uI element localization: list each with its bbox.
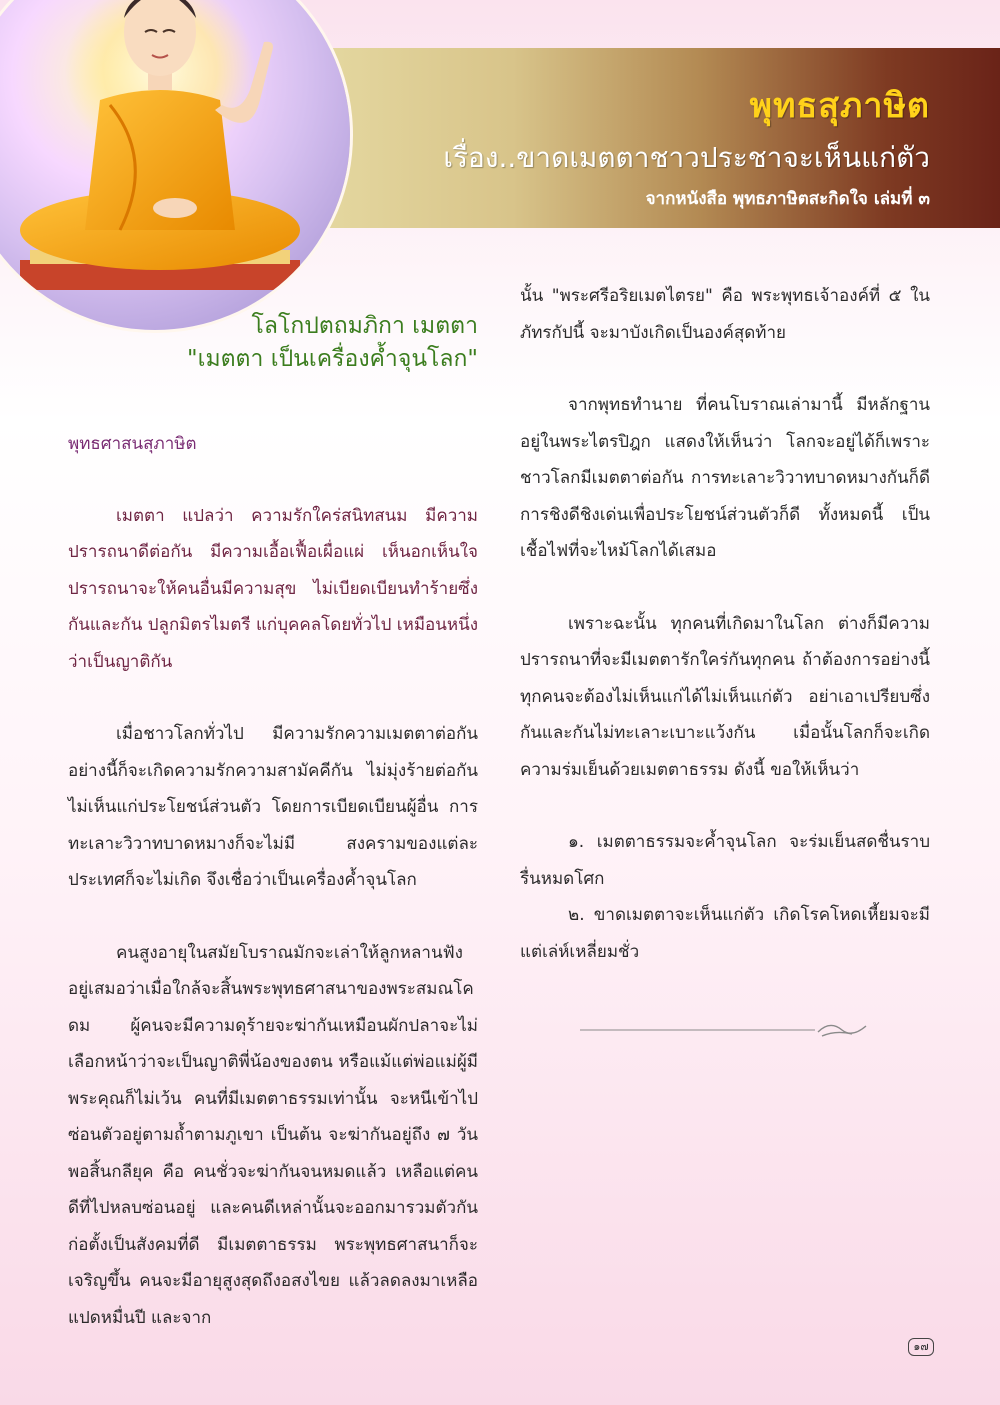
right-column: [520, 278, 930, 970]
buddha-illustration: [0, 0, 350, 330]
page-title: พุทธสุภาษิต: [749, 86, 930, 126]
paragraph-evidence: จากพุทธทำนาย ที่คนโบราณเล่ามานี้ มีหลักฐานอยู่ในพระไตรปิฎก แสดงให้เห็นว่า โลกจะอยู่ได้ก็เพราะชาวโลกมีเมตตาต่อกัน การทะเลาะวิวาทบาดหมางกันก็ดี การชิงดีชิงเด่นเพื่อประโยชน์ส่วนตัวก็ดี ทั้งหมดนี้ เป็นเชื้อไฟที่จะไหม้โลกได้เสมอ: [520, 395, 930, 561]
paragraph-ancient-prophecy: คนสูงอายุในสมัยโบราณมักจะเล่าให้ลูกหลานฟังอยู่เสมอว่าเมื่อใกล้จะสิ้นพระพุทธศาสนาของพระสมณโคดม ผู้คนจะมีความดุร้ายจะฆ่ากันเหมือนผักปลาจะไม่เลือกหน้าว่าจะเป็นญาติพี่น้องของตน หรือแม้แต่พ่อแม่ผู้มีพระคุณก็ไม่เว้น คนที่มีเมตตาธรรมเท่านั้น จะหนีเข้าไปซ่อนตัวอยู่ตามถ้ำตามภูเขา เป็นต้น จะฆ่ากันอยู่ถึง ๗ วัน พอสิ้นกลียุค คือ คนชั่วจะฆ่ากันจนหมดแล้ว เหลือแต่คนดีที่ไปหลบซ่อนอยู่ และคนดีเหล่านั้นจะออกมารวมตัวกันก่อตั้งเป็นสังคมที่ดี มีเมตตาธรรม พระพุทธศาสนาก็จะเจริญขึ้น คนจะมีอายุสูงสุดถึงอสงไขย แล้วลดลงมาเหลือแปดหมื่นปี และจาก: [68, 942, 478, 1328]
paragraph-maitreya: นั้น "พระศรีอริยเมตไตรย" คือ พระพุทธเจ้าองค์ที่ ๕ ในภัทรกัปนี้ จะมาบังเกิดเป็นองค์สุดท้าย: [520, 286, 930, 343]
article-subtitle: เรื่อง..ขาดเมตตาชาวประชาจะเห็นแก่ตัว: [443, 141, 930, 174]
header-banner: [250, 48, 1000, 228]
section-label: พุทธศาสนสุภาษิต: [68, 434, 197, 454]
paragraph-world-harmony: เมื่อชาวโลกทั่วไป มีความรักความเมตตาต่อกันอย่างนี้ก็จะเกิดความรักความสามัคคีกัน ไม่มุ่งร้ายต่อกัน ไม่เห็นแก่ประโยชน์ส่วนตัว โดยการเบียดเบียนผู้อื่น การทะเลาะวิวาทบาดหมางก็จะไม่มี สงครามของแต่ละประเทศก็จะไม่เกิด จึงเชื่อว่าเป็นเครื่องค้ำจุนโลก: [68, 724, 478, 890]
pali-quote: [68, 310, 478, 376]
paragraph-conclusion: เพราะฉะนั้น ทุกคนที่เกิดมาในโลก ต่างก็มีความปรารถนาที่จะมีเมตตารักใคร่กันทุกคน ถ้าต้องการอย่างนี้ ทุกคนจะต้องไม่เห็นแก่ได้ไม่เห็นแก่ตัว อย่าเอาเปรียบซึ่งกันและกันไม่ทะเลาะเบาะแว้งกัน เมื่อนั้นโลกก็จะเกิดความร่มเย็นด้วยเมตตาธรรม ดังนี้ ขอให้เห็นว่า: [520, 613, 930, 780]
ornament-divider: [580, 1018, 870, 1042]
source-citation: จากหนังสือ พุทธภาษิตสะกิดใจ เล่มที่ ๓: [645, 189, 930, 209]
quote-translation-line: "เมตตา เป็นเครื่องค้ำจุนโลก": [187, 346, 478, 372]
buddha-portrait-image: [0, 0, 350, 330]
quote-pali-line: โลโกปตถมภิกา เมตตา: [251, 313, 478, 339]
list-item-metta-supports-world: ๑. เมตตาธรรมจะค้ำจุนโลก จะร่มเย็นสดชื่นราบรื่นหมดโศก: [520, 832, 930, 889]
paragraph-metta-definition: เมตตา แปลว่า ความรักใคร่สนิทสนม มีความปรารถนาดีต่อกัน มีความเอื้อเฟื้อเผื่อแผ่ เห็นอกเห็นใจ ปรารถนาจะให้คนอื่นมีความสุข ไม่เบียดเบียนทำร้ายซึ่งกันและกัน ปลูกมิตรไมตรี แก่บุคคลโดยทั่วไป เหมือนหนึ่งว่าเป็นญาติกัน: [68, 505, 478, 672]
page-number: ๑๗: [908, 1338, 934, 1356]
left-column: [68, 310, 478, 1336]
list-item-lack-of-metta: ๒. ขาดเมตตาจะเห็นแก่ตัว เกิดโรคโหดเหี้ยมจะมีแต่เล่ห์เหลี่ยมชั่ว: [520, 905, 930, 962]
